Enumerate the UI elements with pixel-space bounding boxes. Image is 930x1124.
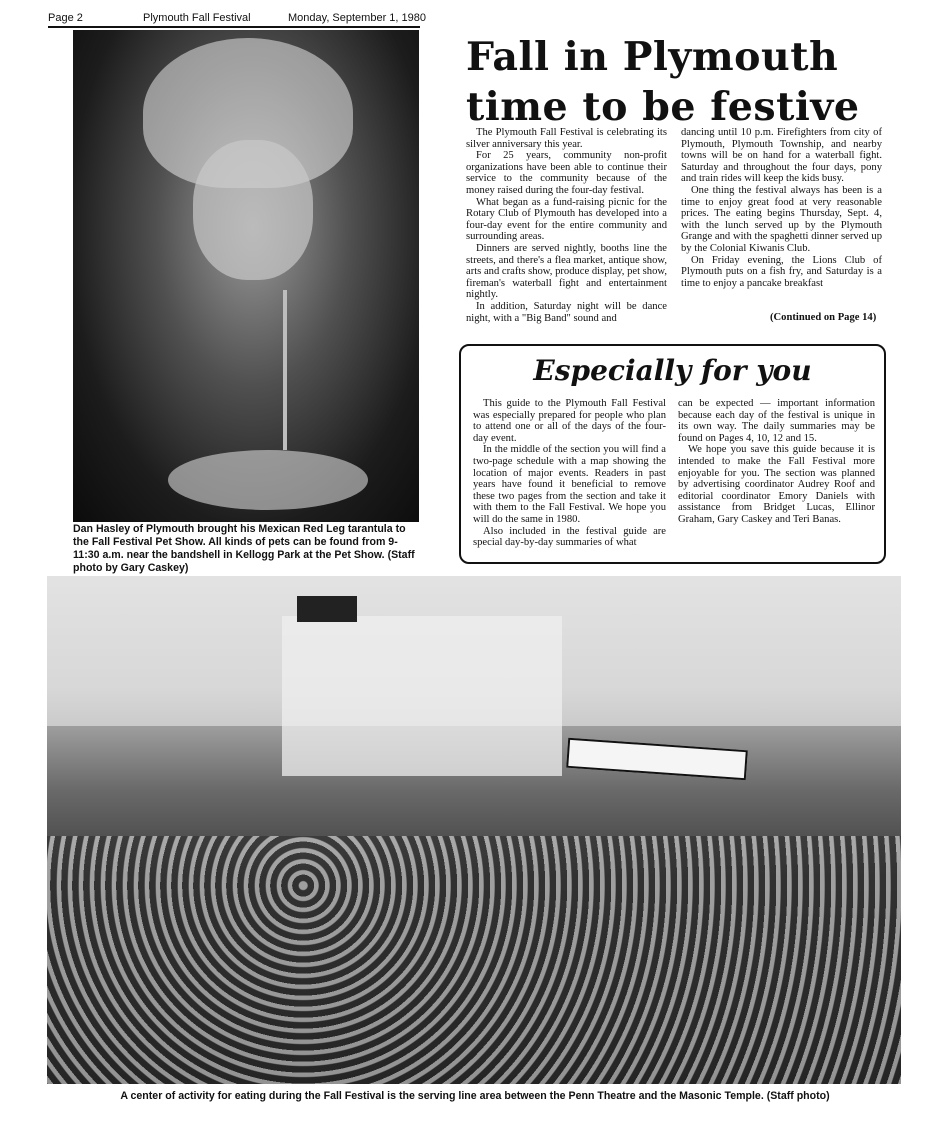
photo-barbecue-banner [566,738,748,780]
article-paragraph: dancing until 10 p.m. Firefighters from city of Plymouth, Plymouth Township, and nearby towns will be on hand for a waterball fight. Saturday and throughout the four days, pony and train rides will keep the kids busy. [681,127,882,185]
continued-notice: (Continued on Page 14) [770,312,877,323]
photo-crowd [47,836,901,1084]
article-paragraph: In addition, Saturday night will be dance night, with a "Big Band" sound and [466,300,667,324]
headline-line-1: Fall in Plymouth [466,34,839,80]
section-name: Plymouth Fall Festival [143,12,251,24]
bottom-photo-caption: A center of activity for eating during the Fall Festival is the serving line area between the Penn Theatre and the Masonic Temple. (Staff photo) [120,1090,830,1102]
headline [466,32,886,132]
article-left-column [466,127,667,324]
sidebar-left-column [473,398,666,549]
sidebar-paragraph: In the middle of the section you will find a two-page schedule with a map showing the location of major events. Readers in past years have found it beneficial to remove these two pages from the section and take it with them to the Fall Festival. We hope you will do the same in 1980. [473,444,666,525]
article-paragraph: What began as a fund-raising picnic for the Rotary Club of Plymouth has developed into a four-day event for the entire community and surrounding areas. [466,196,667,243]
page-number: Page 2 [48,12,83,24]
photo-penn-theatre-building [282,616,562,776]
photo-theatre-sign [297,596,357,622]
page-folio [48,8,426,28]
article-paragraph: On Friday evening, the Lions Club of Plymouth puts on a fish fry, and Saturday is a time to enjoy a pancake breakfast [681,254,882,289]
especially-for-you-box [459,344,886,564]
sidebar-paragraph: This guide to the Plymouth Fall Festival was especially prepared for people who plan to attend one or all of the days of the four-day event. [473,398,666,444]
sidebar-paragraph: Also included in the festival guide are special day-by-day summaries of what [473,525,666,549]
article-paragraph: For 25 years, community non-profit organizations have been able to continue their service to the community because of the money raised during the four-day festival. [466,150,667,196]
boy-with-tarantula-photo [73,30,419,522]
festival-crowd-photo [47,576,901,1084]
sidebar-right-column [678,398,875,526]
article-paragraph: Dinners are served nightly, booths line the streets, and there's a flea market, antique show, arts and crafts show, produce display, pet show, fireman's waterball fight and entertainment nightly. [466,242,667,301]
sidebar-paragraph: can be expected — important information because each day of the festival is unique in its own way. The daily summaries may be found on Pages 4, 10, 12 and 15. [678,398,875,444]
issue-date: Monday, September 1, 1980 [288,12,426,24]
article-paragraph: One thing the festival always has been is a time to enjoy great food at very reasonable prices. The eating begins Thursday, Sept. 4, with the lunch served up by the Plymouth Grange and with the spaghetti dinner served up by the Colonial Kiwanis Club. [681,184,882,254]
headline-line-2: time to be festive [466,84,860,130]
top-photo-caption: Dan Hasley of Plymouth brought his Mexican Red Leg tarantula to the Fall Festival Pet Show. All kinds of pets can be found from 9-11:30 a.m. near the bandshell in Kellogg Park at the Pet Show. (Staff photo by Gary Caskey) [73,523,415,574]
photo-hands [168,450,368,510]
photo-jacket-zipper [283,290,287,450]
photo-face [193,140,313,280]
article-paragraph: The Plymouth Fall Festival is celebrating its silver anniversary this year. [466,127,667,150]
article-right-column [681,127,882,289]
sidebar-title: Especially for you [533,354,812,387]
sidebar-paragraph: We hope you save this guide because it is intended to make the Fall Festival more enjoyable for you. The section was planned by advertising coordinator Audrey Roof and editorial coordinator Emory Daniels with assistance from Bridget Lucas, Ellinor Graham, Gary Caskey and Teri Banas. [678,444,875,525]
